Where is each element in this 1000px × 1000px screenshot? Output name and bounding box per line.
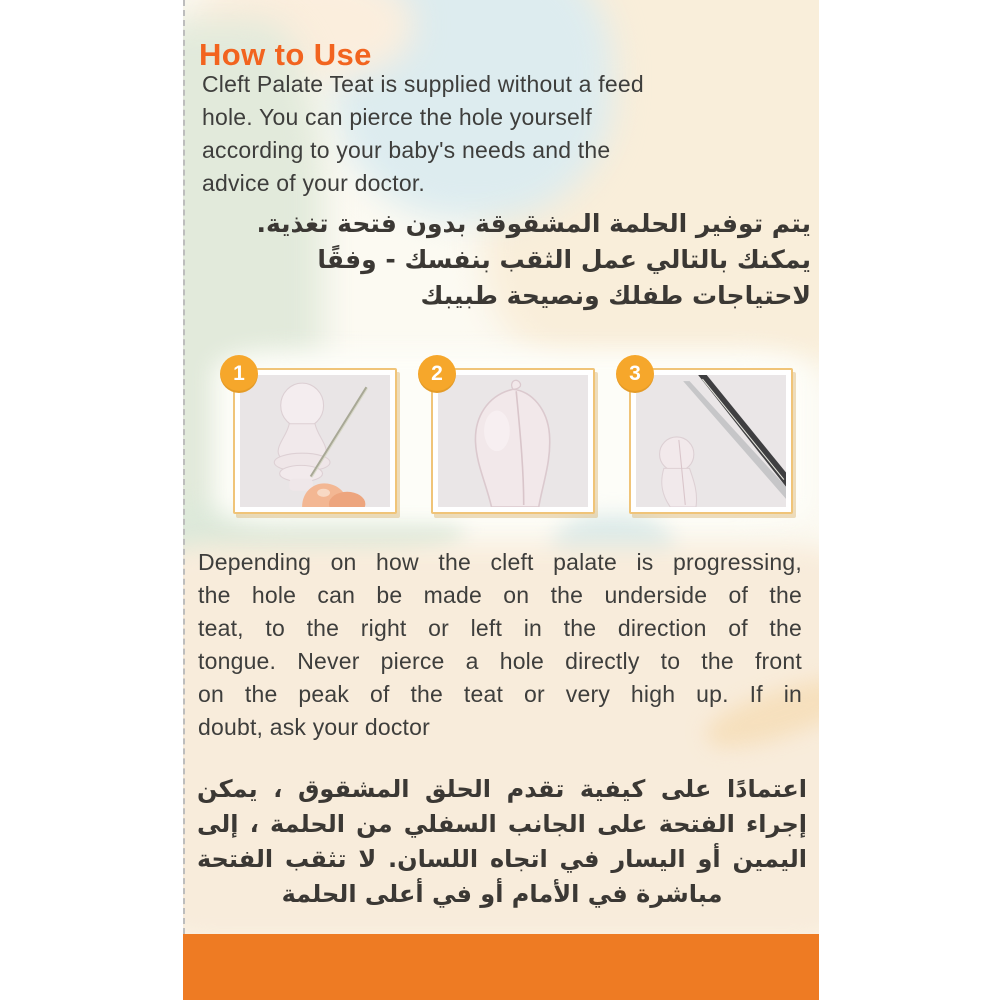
step-3-number-badge: 3 [616, 355, 654, 393]
body-paragraph-en: Depending on how the cleft palate is progressing, the hole can be made on the underside of the teat, to the right or left in the direction of the tongue. Never pierce a hole directly to the front on the peak of the teat or very high up. If in doubt, ask your doctor [198, 549, 802, 740]
step-1-number-badge: 1 [220, 355, 258, 393]
teat-with-tweezers-photo [636, 375, 786, 507]
teat-pierced-with-needle-photo [240, 375, 390, 507]
intro-paragraph-en: Cleft Palate Teat is supplied without a feed hole. You can pierce the hole yourself according to your baby's needs and the advice of your doctor. [202, 71, 644, 196]
page-title: How to Use [199, 36, 372, 72]
fold-dashed-line [183, 0, 185, 934]
step-card-1 [233, 362, 397, 514]
footer-orange-bar [183, 934, 819, 1000]
step-card-2 [431, 362, 595, 514]
step-2-number-badge: 2 [418, 355, 456, 393]
teat-tip-closeup-photo [438, 375, 588, 507]
body-paragraph-ar: اعتمادًا على كيفية تقدم الحلق المشقوق ، يمكن إجراء الفتحة على الجانب السفلي من الحلمة ، إلى اليمين أو اليسار في اتجاه اللسان. لا تثقب الفتحة مباشرة في الأمام أو في أعلى الحلمة [197, 775, 807, 908]
intro-paragraph-ar: يتم توفير الحلمة المشقوقة بدون فتحة تغذية. يمكنك بالتالي عمل الثقب بنفسك - وفقًا لاحتياجات طفلك ونصيحة طبيبك [256, 209, 811, 310]
step-card-3 [629, 362, 793, 514]
leaflet-panel [183, 0, 819, 1000]
step-images-row [233, 362, 793, 514]
